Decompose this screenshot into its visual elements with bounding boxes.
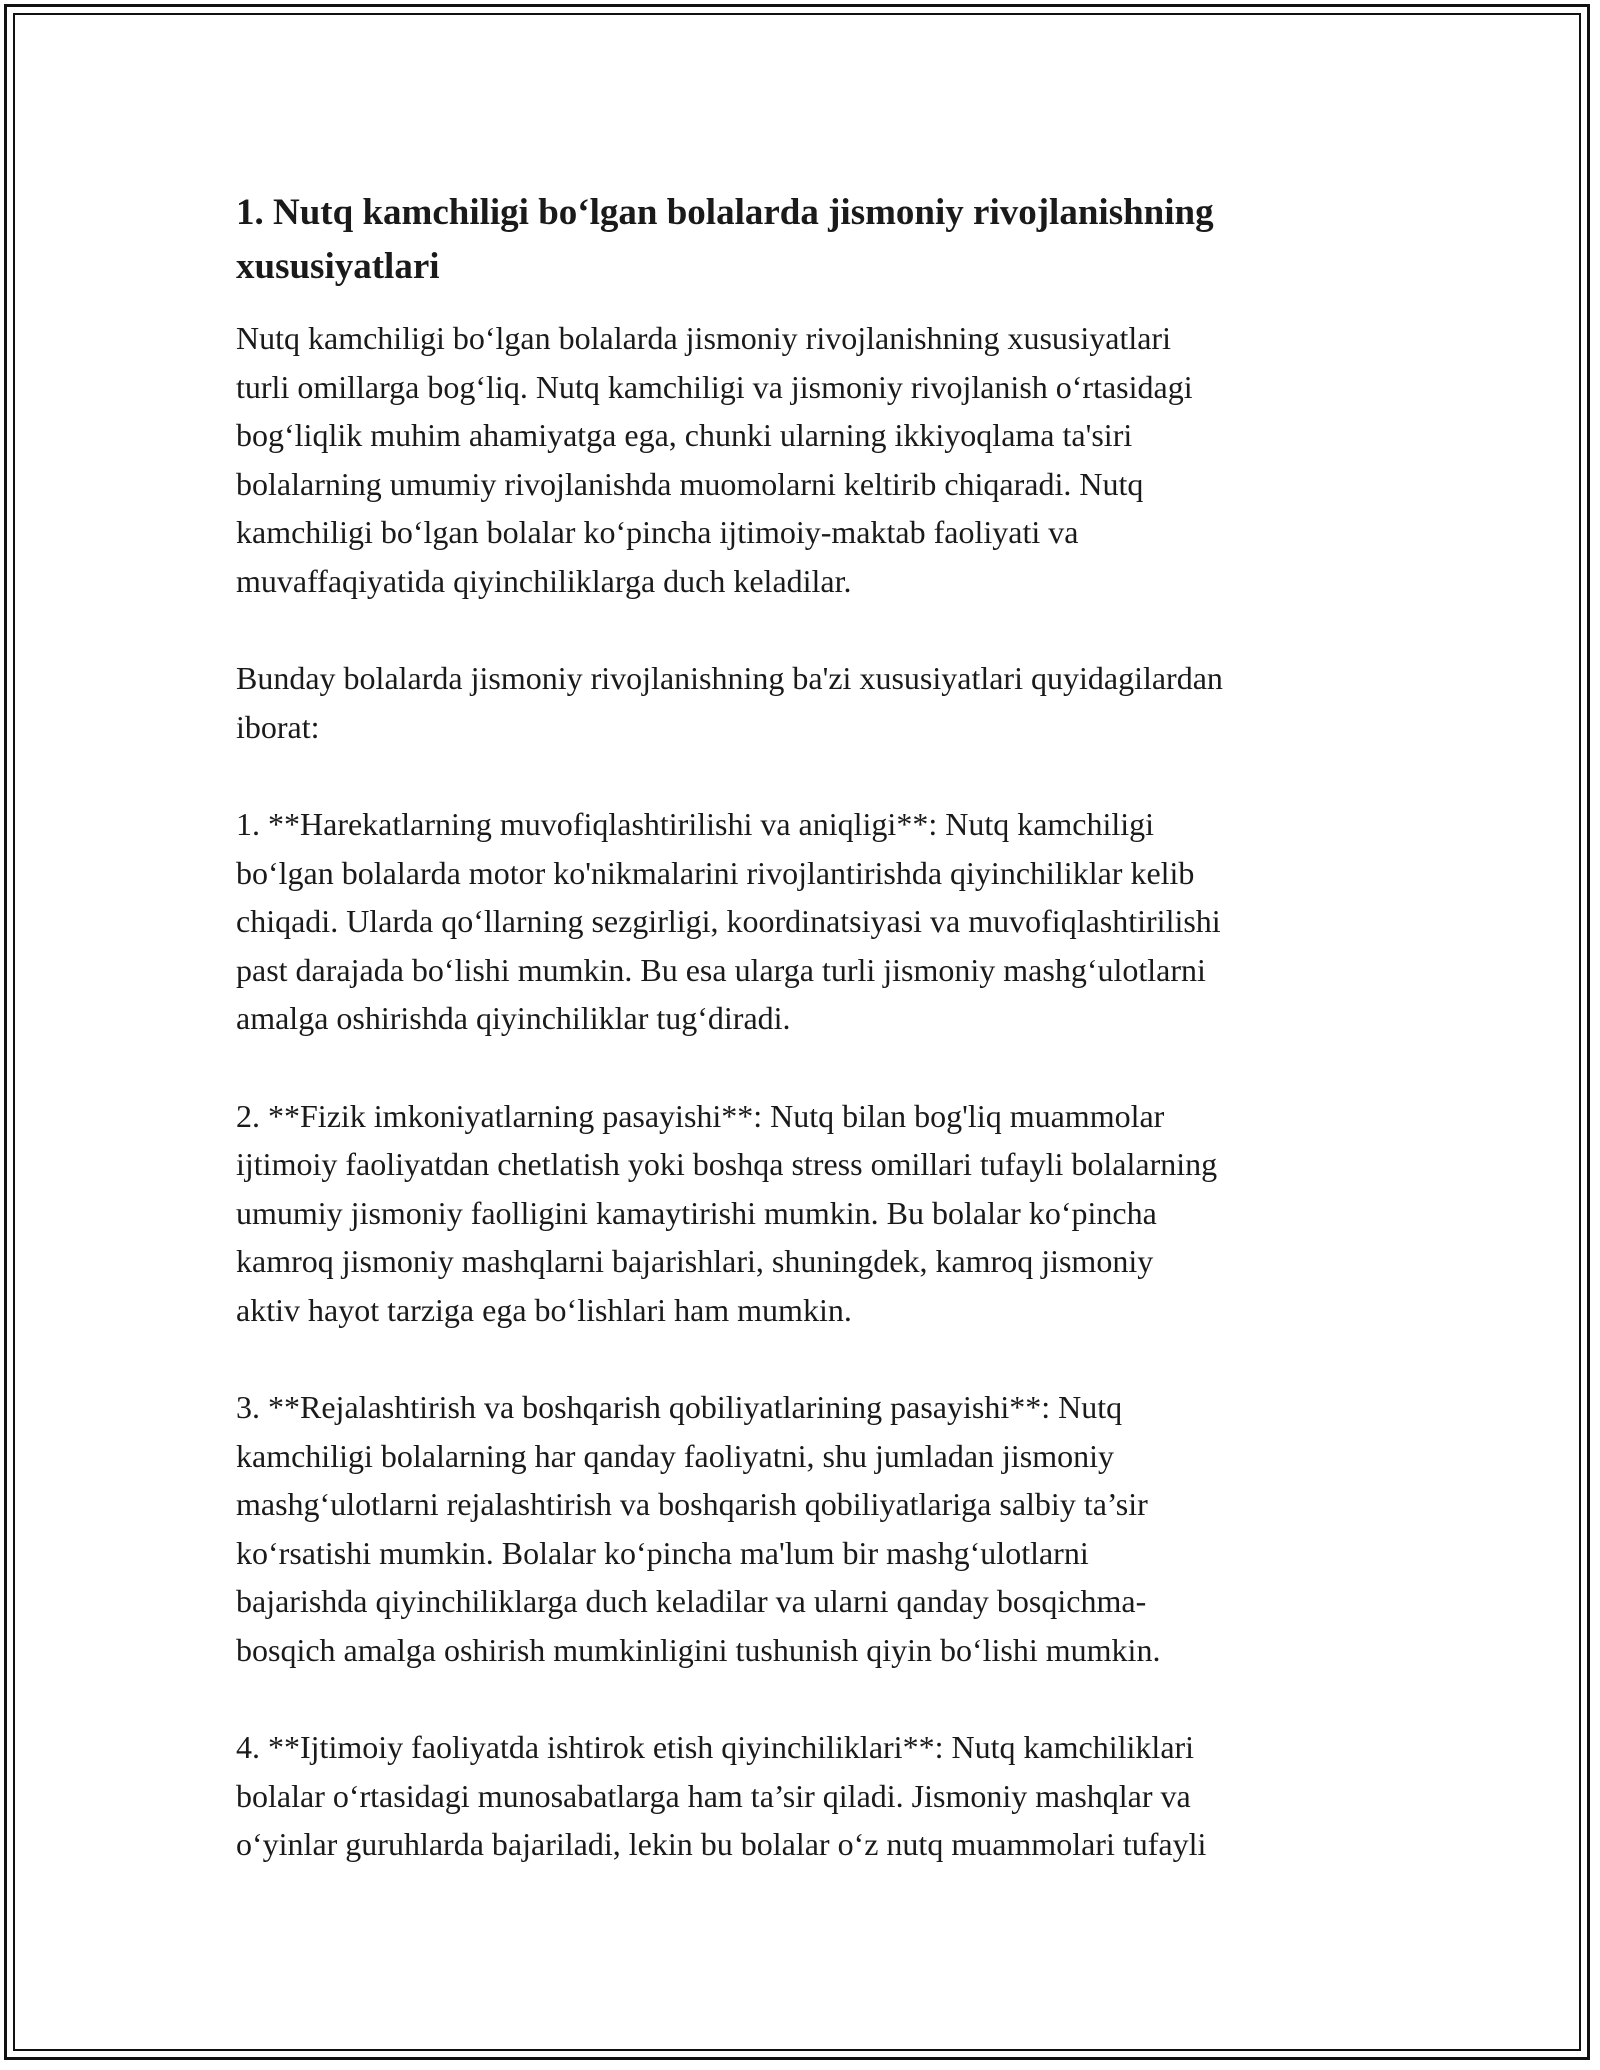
text-line: bolalarning umumiy rivojlanishda muomolarni keltirib chiqaradi. Nutq (236, 465, 1144, 502)
text-line: bog‘liqlik muhim ahamiyatga ega, chunki ularning ikkiyoqlama ta'siri (236, 417, 1133, 453)
text-line: past darajada bo‘lishi mumkin. Bu esa ularga turli jismoniy mashg‘ulotlarni (236, 951, 1206, 988)
text-line: 2. **Fizik imkoniyatlarning pasayishi**: Nutq bilan bog'liq muammolar (236, 1097, 1165, 1134)
text-line: umumiy jismoniy faolligini kamaytirishi mumkin. Bu bolalar ko‘pincha (236, 1194, 1157, 1231)
paragraph-item-3 (236, 1383, 1376, 1674)
text-line: bolalar o‘rtasidagi munosabatlarga ham ta’sir qiladi. Jismoniy mashqlar va (236, 1777, 1191, 1814)
text-line: muvaffaqiyatida qiyinchiliklarga duch keladilar. (236, 562, 852, 599)
text-line: bajarishda qiyinchiliklarga duch keladilar va ularni qanday bosqichma- (236, 1583, 1147, 1619)
paragraph-item-4 (236, 1723, 1376, 1869)
text-line: ijtimoiy faoliyatdan chetlatish yoki boshqa stress omillari tufayli bolalarning (236, 1146, 1218, 1182)
text-line: kamchiligi bolalarning har qanday faoliyatni, shu jumladan jismoniy (236, 1437, 1115, 1474)
text-line: Nutq kamchiligi bo‘lgan bolalarda jismoniy rivojlanishning xususiyatlari (236, 320, 1171, 356)
text-line: ko‘rsatishi mumkin. Bolalar ko‘pincha ma'lum bir mashg‘ulotlarni (236, 1534, 1089, 1571)
text-line: aktiv hayot tarziga ega bo‘lishlari ham mumkin. (236, 1291, 852, 1328)
paragraph-intro (236, 314, 1376, 605)
text-line: 3. **Rejalashtirish va boshqarish qobiliyatlarining pasayishi**: Nutq (236, 1389, 1123, 1425)
text-line: o‘yinlar guruhlarda bajariladi, lekin bu bolalar o‘z nutq muammolari tufayli (236, 1826, 1207, 1862)
text-line: kamchiligi bo‘lgan bolalar ko‘pincha ijtimoiy-maktab faoliyati va (236, 514, 1079, 550)
paragraph-item-2 (236, 1092, 1376, 1335)
text-line: chiqadi. Ularda qo‘llarning sezgirligi, koordinatsiyasi va muvofiqlashtirilishi (236, 903, 1221, 939)
text-line: kamroq jismoniy mashqlarni bajarishlari, shuningdek, kamroq jismoniy (236, 1243, 1154, 1279)
heading-line: xususiyatlari (236, 246, 440, 287)
text-line: turli omillarga bog‘liq. Nutq kamchiligi va jismoniy rivojlanish o‘rtasidagi (236, 368, 1193, 405)
text-line: Bunday bolalarda jismoniy rivojlanishning ba'zi xususiyatlari quyidagilardan (236, 660, 1223, 696)
heading-line: 1. Nutq kamchiligi bo‘lgan bolalarda jismoniy rivojlanishning (236, 192, 1214, 233)
text-line: bo‘lgan bolalarda motor ko'nikmalarini rivojlantirishda qiyinchiliklar kelib (236, 854, 1195, 891)
section-heading (236, 186, 1376, 294)
text-line: mashg‘ulotlarni rejalashtirish va boshqarish qobiliyatlariga salbiy ta’sir (236, 1486, 1148, 1522)
text-line: 4. **Ijtimoiy faoliyatda ishtirok etish qiyinchiliklari**: Nutq kamchiliklari (236, 1729, 1195, 1765)
text-line: bosqich amalga oshirish mumkinligini tushunish qiyin bo‘lishi mumkin. (236, 1631, 1161, 1668)
text-line: 1. **Harekatlarning muvofiqlashtirilishi va aniqligi**: Nutq kamchiligi (236, 806, 1155, 842)
paragraph-item-1 (236, 800, 1376, 1043)
text-line: iborat: (236, 708, 320, 745)
paragraph-list-intro (236, 654, 1376, 751)
document-body (236, 186, 1376, 1918)
text-line: amalga oshirishda qiyinchiliklar tug‘diradi. (236, 1000, 791, 1036)
